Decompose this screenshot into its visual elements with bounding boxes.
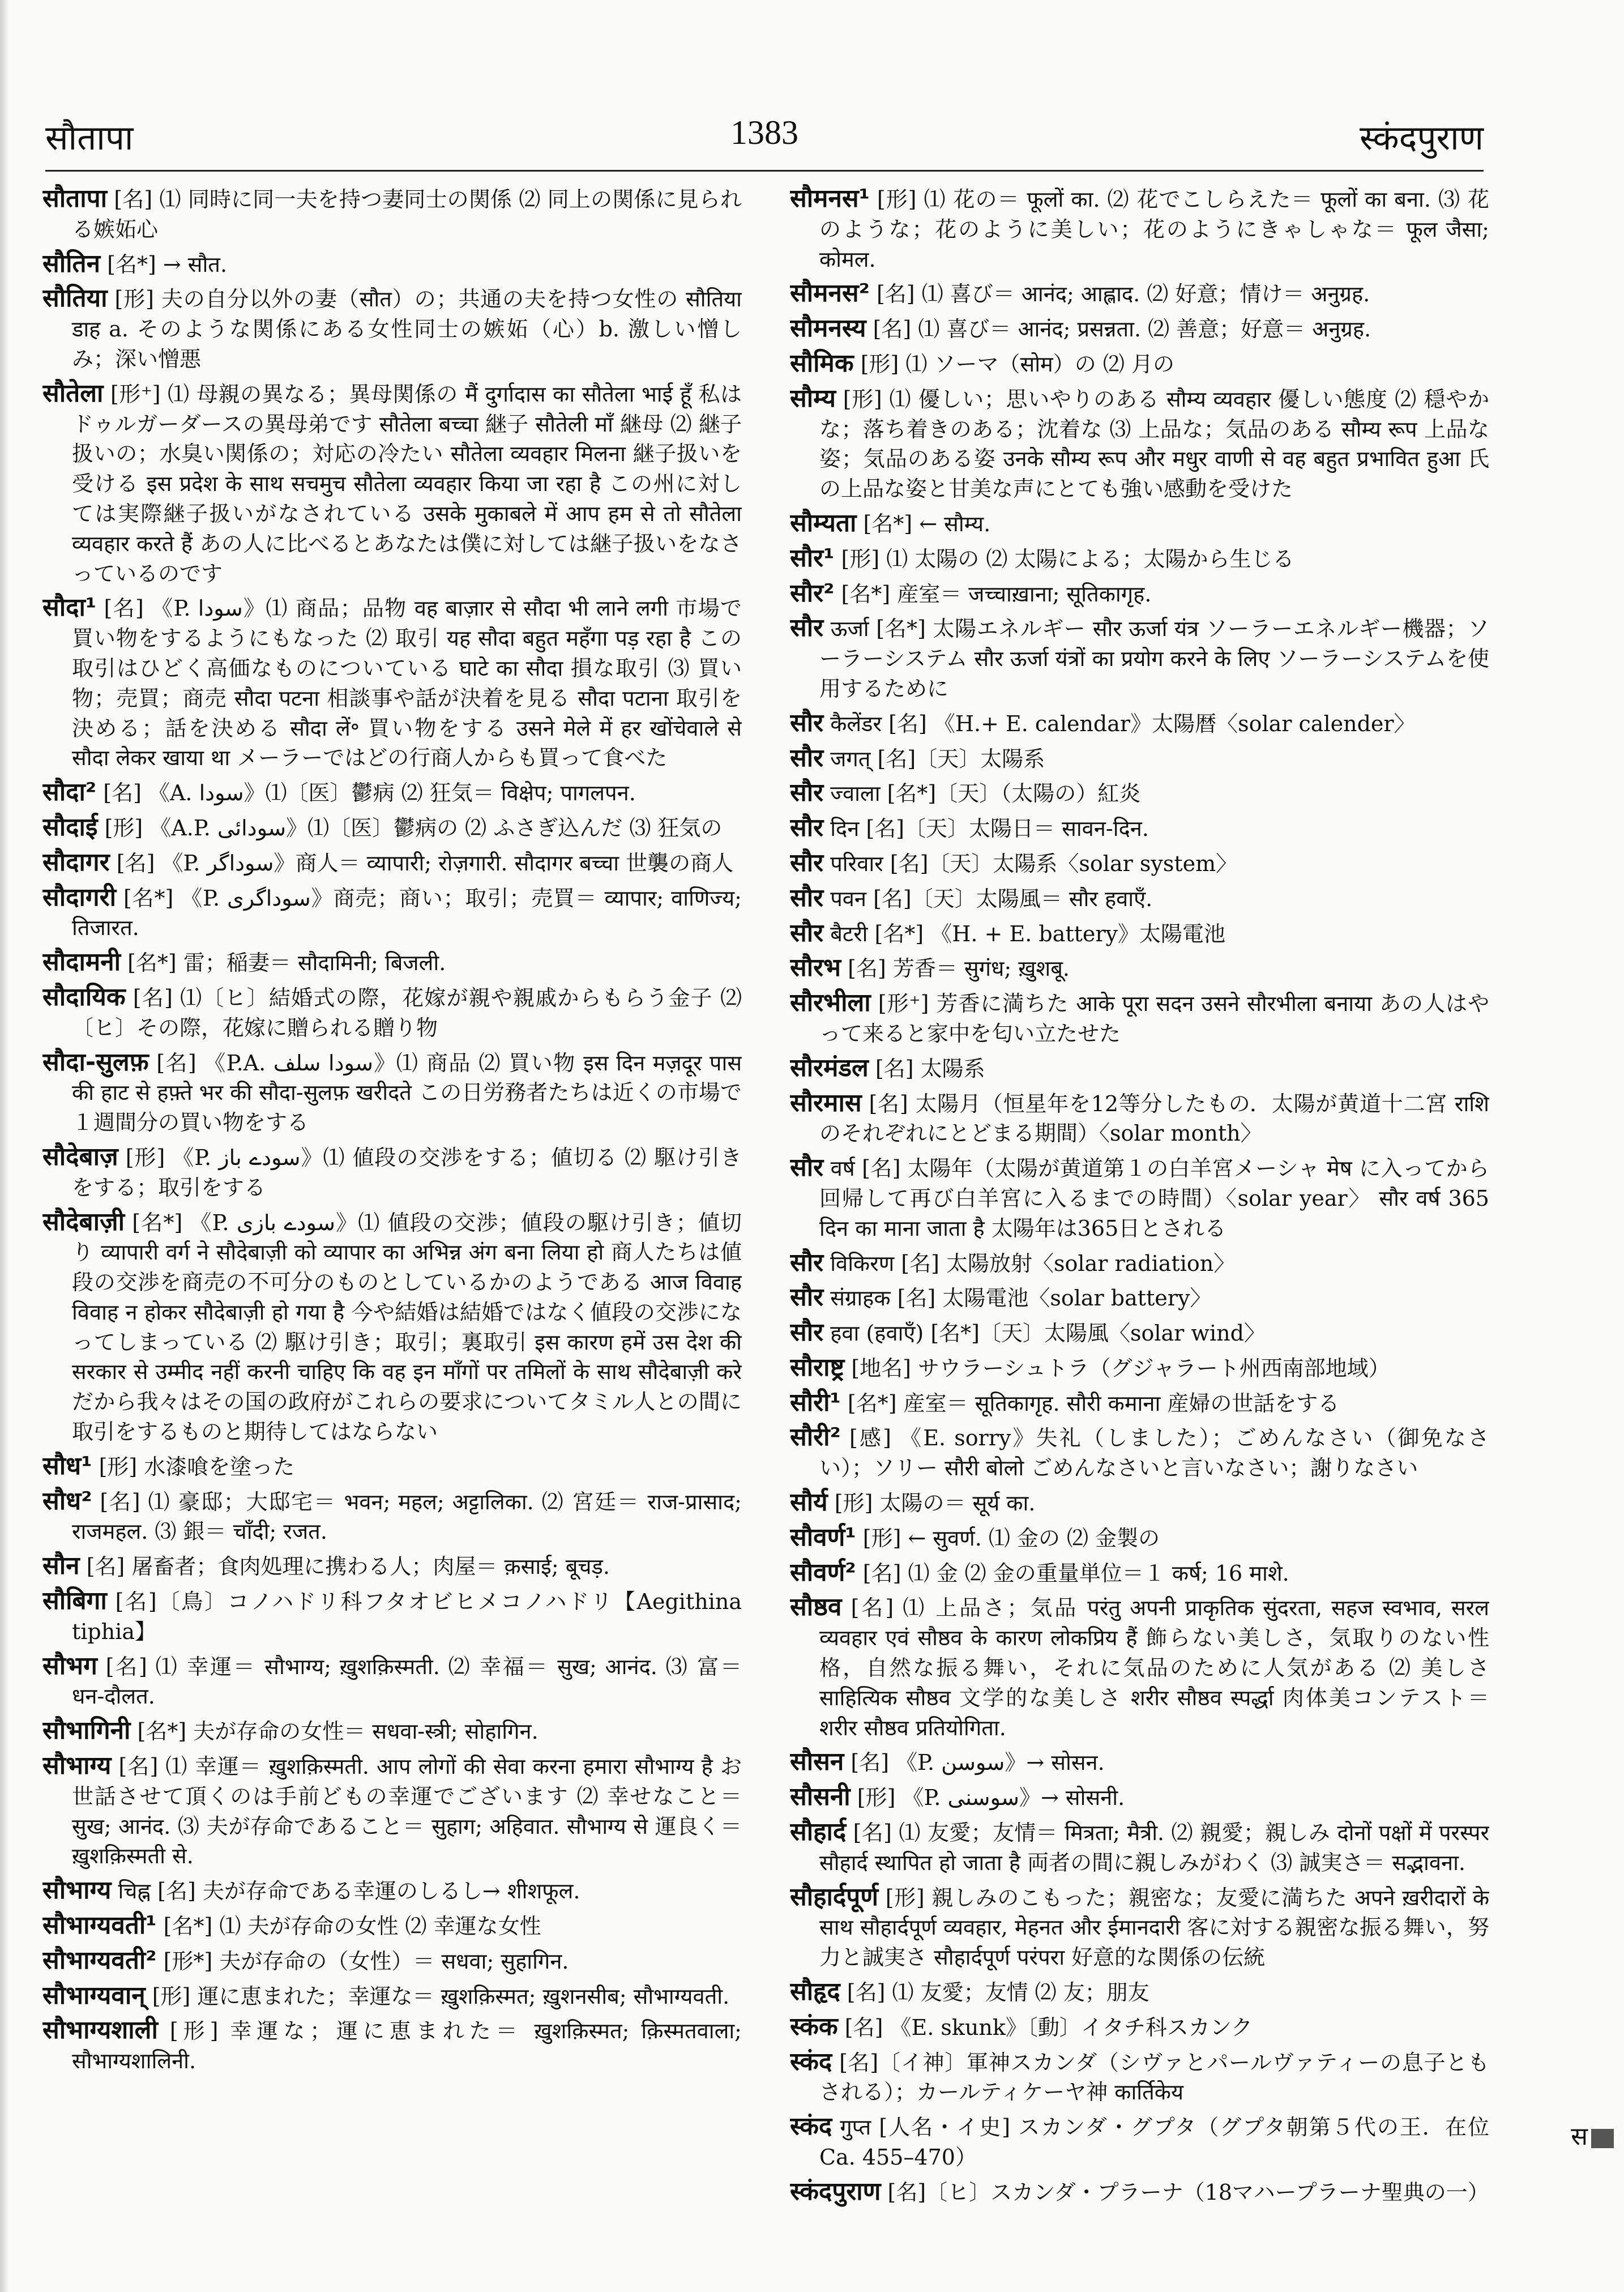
- entry-definition: [名] ⑴ 喜び＝ आनंद; आह्लाद. ⑵ 好意；情け＝ अनुग्रह.: [869, 281, 1370, 307]
- dictionary-entry: [790, 314, 1489, 344]
- entry-definition: [名] 《A. سودا》⑴〔医〕鬱病 ⑵ 狂気＝ विक्षेप; पागलपन.: [96, 780, 636, 806]
- dictionary-entry: [790, 813, 1489, 844]
- dictionary-entry: [42, 1911, 742, 1941]
- entry-headword: सौध²: [42, 1486, 92, 1516]
- entry-headword: सौतापा: [42, 184, 108, 213]
- entry-headword: सौवर्ण¹: [790, 1522, 856, 1552]
- entry-definition: [形] 水漆喰を塗った: [92, 1454, 295, 1479]
- dictionary-entry: [790, 1817, 1489, 1878]
- entry-definition: [名] 《P. سودا》⑴ 商品；品物 वह बाज़ार से सौदा भी लाने लगी 市場で買い物をするようにもなった ⑵ 取引 यह सौदा बहुत महँगा पड़ रहा है この取引はひどく高価なものについている घाटे का सौदा 損な取引 ⑶ 買い物；売買；商売 सौदा पटना 相談事や話が決着を見る सौदा पटाना 取引を決める；話を決める सौदा लें॰ 買い物をする उसने मेले में हर खोंचेवाले से सौदा लेकर खाया था メーラーではどの行商人からも買って食べた: [72, 596, 742, 771]
- dictionary-entry: [790, 579, 1489, 609]
- entry-definition: दिन [名]〔天〕太陽日＝ सावन-दिन.: [823, 816, 1149, 842]
- entry-headword: सौमनस²: [790, 279, 870, 308]
- dictionary-entry: [790, 708, 1489, 739]
- entry-definition: [名*] ← सौम्य.: [856, 511, 991, 536]
- dictionary-entry: [42, 1716, 742, 1747]
- entry-headword: सौबिगा: [42, 1586, 107, 1616]
- entry-definition: हवा (हवाएँ) [名*]〔天〕太陽風〈solar wind〉: [823, 1321, 1266, 1346]
- entry-headword: सौष्ठव: [790, 1593, 842, 1622]
- scan-edge-shadow: [0, 0, 9, 2292]
- entry-definition: ज्वाला [名*]〔天〕（太陽の）紅炎: [823, 781, 1141, 806]
- dictionary-entry: [790, 509, 1489, 539]
- entry-definition: [名] ⑴ 金 ⑵ 金の重量単位＝１ कर्ष; 16 माशे.: [856, 1560, 1289, 1586]
- entry-definition: [名] 屠畜者；食肉処理に携わる人；肉屋＝ क़साई; बूचड़.: [79, 1554, 610, 1580]
- entry-definition: [形] ⑴ 太陽の ⑵ 太陽による；太陽から生じる: [834, 546, 1294, 571]
- dictionary-entry: [790, 744, 1489, 774]
- header-rule: [45, 170, 1484, 172]
- entry-headword: सौम्य: [790, 383, 836, 413]
- entry-definition: [形*] 夫が存命の（女性）＝ सधवा; सुहागिन.: [156, 1948, 569, 1974]
- dictionary-entry: [790, 1248, 1489, 1279]
- entry-headword: सौर: [790, 848, 824, 877]
- dictionary-entry: [42, 813, 742, 843]
- entry-definition: जगत् [名]〔天〕太陽系: [823, 746, 1045, 771]
- entry-headword: स्कंदपुराण: [790, 2176, 881, 2206]
- entry-definition: ऊर्जा [名*] 太陽エネルギー सौर ऊर्जा यंत्र ソーラーエネルギー機器；ソーラーシステム सौर ऊर्जा यंत्रों का प्रयोग करने के लिए ソーラーシステムを使用するために: [819, 616, 1489, 701]
- entry-definition: वर्ष [名] 太陽年（太陽が黄道第１の白羊宮メーシャ मेष に入ってから回帰して再び白羊宮に入るまでの時間）〈solar year〉 सौर वर्ष 365 दिन का माना जाता है 太陽年は365日とされる: [819, 1156, 1489, 1241]
- page-number: 1383: [730, 114, 798, 151]
- entry-headword: सौदागरी: [42, 882, 117, 912]
- entry-definition: [名*] 《P. سوداگری》商売；商い；取引；売買＝ व्यापार; वाणिज्य; तिजारत.: [72, 885, 742, 941]
- entry-definition: [名] ⑴ 上品さ；気品 परंतु अपनी प्राकृतिक सुंदरता, सहज स्वभाव, सरल व्यवहार एवं सौष्ठव के कारण लोकप्रिय हैं 飾らない美しさ，気取りのない性格，自然な振る舞い，それに気品のために人気がある ⑵ 美しさ साहित्यिक सौष्ठव 文学的な美しさ शरीर सौष्ठव स्पर्द्धा 肉体美コンテスト＝ शरीर सौष्ठव प्रतियोगिता.: [819, 1595, 1489, 1740]
- entry-definition: कैलेंडर [名] 《H.+ E. calendar》太陽暦〈solar calender〉: [823, 711, 1416, 736]
- entry-headword: सौभग: [42, 1651, 97, 1680]
- dictionary-entry: [790, 1388, 1489, 1419]
- entry-definition: [形] ⑴ ソーマ（सोम）の ⑵ 月の: [853, 351, 1174, 377]
- entry-headword: सौवर्ण²: [790, 1557, 856, 1587]
- entry-headword: सौन: [42, 1551, 80, 1581]
- entry-headword: सौभाग्यवती²: [42, 1945, 157, 1975]
- entry-definition: [名] ⑴ 友愛；友情 ⑵ 友；朋友: [840, 1980, 1149, 2005]
- section-thumb-index: [1571, 2118, 1614, 2152]
- entry-definition: [名] ⑴ 友愛；友情＝ मित्रता; मैत्री. ⑵ 親愛；親しみ दोनों पक्षों में परस्पर सौहार्द स्थापित हो जाता है 両者の間に親しみがわく ⑶ 誠実さ＝ सद्भावना.: [819, 1820, 1489, 1875]
- dictionary-entry: [790, 1053, 1489, 1084]
- entry-definition: [名*] 産室＝ सूतिकागृह. सौरी कमाना 産婦の世話をする: [840, 1390, 1340, 1416]
- entry-headword: सौभाग्यवती¹: [42, 1911, 157, 1940]
- entry-definition: [形] 運に恵まれた；幸運な＝ ख़ुशक़िस्मत; ख़ुशनसीब; सौभाग्यवती.: [145, 1983, 730, 2009]
- entry-headword: सौतिन: [42, 249, 101, 278]
- entry-headword: सौहार्द: [790, 1817, 847, 1847]
- entry-headword: सौर: [790, 1248, 824, 1277]
- dictionary-entry: [790, 1089, 1489, 1149]
- dictionary-entry: [790, 2112, 1489, 2173]
- dictionary-entry: [790, 349, 1489, 379]
- entry-definition: विकिरण [名] 太陽放射〈solar radiation〉: [823, 1250, 1236, 1276]
- entry-headword: सौरी²: [790, 1423, 841, 1452]
- entry-headword: स्कंक: [790, 2012, 838, 2041]
- entry-definition: [形] 《A.P. سودائی》⑴〔医〕鬱病の ⑵ ふさぎ込んだ ⑶ 狂気の: [97, 815, 723, 840]
- entry-headword: सौर: [790, 708, 824, 737]
- entry-headword: सौभाग्यशाली: [42, 2016, 158, 2045]
- dictionary-entry: [790, 544, 1489, 574]
- entry-headword: सौसन: [790, 1747, 844, 1777]
- entry-definition: [形] 幸運な；運に恵まれた＝ ख़ुशक़िस्मत; क़िस्मतवाला; सौभाग्यशालिनी.: [72, 2018, 742, 2074]
- entry-headword: सौभागिनी: [42, 1716, 131, 1745]
- dictionary-entry: [42, 1452, 742, 1482]
- dictionary-entry: [790, 2177, 1489, 2208]
- entry-headword: सौर: [790, 813, 824, 843]
- dictionary-entry: [790, 1153, 1489, 1243]
- entry-headword: सौदामनी: [42, 947, 121, 977]
- entry-headword: सौमनस्य: [790, 314, 866, 343]
- entry-definition: [名] ⑴ 同時に同一夫を持つ妻同士の関係 ⑵ 同上の関係に見られる嫉妬心: [72, 187, 742, 242]
- entry-definition: [名*] 夫が存命の女性＝ सधवा-स्त्री; सोहागिन.: [130, 1719, 539, 1744]
- dictionary-entry: [42, 1751, 742, 1871]
- entry-definition: [名]〔ヒ〕スカンダ・プラーナ（18マハープラーナ聖典の一）: [881, 2179, 1489, 2205]
- entry-headword: सौहृद: [790, 1977, 840, 2007]
- dictionary-entry: [42, 1876, 742, 1906]
- dictionary-entry: [42, 778, 742, 808]
- dictionary-entry: [42, 1586, 742, 1647]
- dictionary-entry: [790, 1523, 1489, 1553]
- dictionary-entry: [790, 953, 1489, 984]
- entry-definition: [名] 《P. سوسن》→ सोसन.: [844, 1750, 1105, 1775]
- entry-definition: [形] ← सुवर्ण. ⑴ 金の ⑵ 金製の: [856, 1525, 1160, 1551]
- entry-headword: सौहार्दपूर्ण: [790, 1882, 879, 1911]
- entry-headword: स्कंद: [790, 2047, 832, 2076]
- entry-headword: सौर: [790, 1153, 824, 1183]
- entry-definition: [形] ⑴ 花の＝ फूलों का. ⑵ 花でこしらえた＝ फूलों का बना. ⑶ 花のような；花のように美しい；花のようにきゃしゃな＝ फूल जैसा; कोमल.: [819, 187, 1489, 272]
- entry-definition: गुप्त [人名・イ史] スカンダ・グプタ（グプタ朝第５代の王．在位 Ca. 455–470）: [819, 2115, 1489, 2170]
- entry-definition: [名] ⑴ 豪邸；大邸宅＝ भवन; महल; अट्टालिका. ⑵ 宮廷＝ राज-प्रासाद; राजमहल. ⑶ 銀＝ चाँदी; रजत.: [72, 1489, 742, 1544]
- dictionary-entry: [42, 947, 742, 978]
- left-column: [42, 184, 742, 2081]
- entry-headword: सौमिक: [790, 348, 854, 378]
- dictionary-entry: [42, 1651, 742, 1712]
- entry-headword: सौर: [790, 883, 824, 912]
- entry-definition: [名] ⑴ 幸運＝ ख़ुशक़िस्मती. आप लोगों की सेवा करना हमारा सौभाग्य है お世話させて頂くのは手前どもの幸運でございます ⑵ 幸せなこと＝ सुख; आनंद. ⑶ 夫が存命であること＝ सुहाग; अहिवात. सौभाग्य से 運良く＝ ख़ुशक़िस्मती से.: [72, 1754, 742, 1869]
- entry-definition: चिह्न [名] 夫が存命である幸運のしるし→ शीशफूल.: [111, 1879, 580, 1904]
- entry-headword: सौदायिक: [42, 982, 126, 1011]
- entry-headword: सौदागर: [42, 847, 110, 877]
- entry-headword: सौदाई: [42, 812, 98, 842]
- entry-headword: सौध¹: [42, 1451, 92, 1480]
- dictionary-entry: [790, 883, 1489, 914]
- dictionary-entry: [42, 379, 742, 589]
- dictionary-entry: [790, 184, 1489, 274]
- dictionary-entry: [790, 1318, 1489, 1348]
- entry-definition: [形] 《P. سوسنی》→ सोसनी.: [850, 1785, 1125, 1811]
- dictionary-entry: [42, 1207, 742, 1447]
- dictionary-entry: [790, 1747, 1489, 1778]
- entry-definition: बैटरी [名*] 《H. + E. battery》太陽電池: [823, 921, 1226, 946]
- dictionary-entry: [790, 778, 1489, 809]
- entry-definition: [地名] サウラーシュトラ（グジャラート州西南部地域）: [844, 1355, 1390, 1381]
- entry-headword: सौतेला: [42, 378, 104, 408]
- dictionary-entry: [790, 1488, 1489, 1518]
- entry-definition: [名] 芳香＝ सुगंध; ख़ुशबू.: [841, 956, 1070, 981]
- dictionary-entry: [42, 184, 742, 245]
- entry-definition: [名*] → सौत.: [100, 251, 228, 277]
- entry-definition: [名*] 《P. سودے بازی》⑴ 値段の交渉；値段の駆け引き；値切り व्यापारी वर्ग ने सौदेबाज़ी को व्यापार का अभिन्न अंग बना लिया हो 商人たちは値段の交渉を商売の不可分のものとしているかのようである आज विवाह विवाह न होकर सौदेबाज़ी हो गया है 今や結婚は結婚ではなく値段の交渉になってしまっている ⑵ 駆け引き；取引；裏取引 इस कारण हमें उस देश की सरकार से उम्मीद नहीं करनी चाहिए कि वह इन माँगों पर तमिलों के साथ सौदेबाज़ी करे だから我々はその国の政府がこれらの要求についてタミル人との間に取引をするものと期待してはならない: [72, 1210, 742, 1445]
- entry-definition: [名] 《P. سوداگر》商人＝ व्यापारी; रोज़गारी. सौदागर बच्चा 世襲の商人: [109, 850, 734, 876]
- entry-headword: सौदेबाज़: [42, 1142, 118, 1171]
- dictionary-entry: [42, 284, 742, 374]
- entry-headword: सौसनी: [790, 1782, 851, 1812]
- entry-definition: संग्राहक [名] 太陽電池〈solar battery〉: [823, 1286, 1212, 1311]
- entry-definition: [形] 親しみのこもった；親密な；友愛に満ちた अपने ख़रीदारों के साथ सौहार्दपूर्ण व्यवहार, मेहनत और ईमानदारी 客に対する親密な振る舞い，努力と誠実さ सौहार्दपूर्ण परंपरा 好意的な関係の伝統: [819, 1885, 1489, 1970]
- dictionary-entry: [790, 1283, 1489, 1313]
- entry-definition: [名*] ⑴ 夫が存命の女性 ⑵ 幸運な女性: [156, 1914, 541, 1939]
- dictionary-entry: [790, 919, 1489, 949]
- entry-headword: सौर: [790, 743, 824, 772]
- dictionary-entry: [790, 2047, 1489, 2108]
- dictionary-entry: [790, 1593, 1489, 1743]
- entry-headword: सौरी¹: [790, 1388, 841, 1417]
- entry-definition: [名*] 雷；稲妻＝ सौदामिनी; बिजली.: [121, 950, 446, 976]
- entry-headword: सौर²: [790, 578, 835, 608]
- dictionary-entry: [42, 249, 742, 280]
- entry-headword: सौर: [790, 778, 824, 808]
- entry-headword: सौरभ: [790, 953, 841, 983]
- dictionary-entry: [42, 1946, 742, 1977]
- dictionary-entry: [42, 2016, 742, 2076]
- entry-headword: सौभाग्य: [42, 1751, 112, 1781]
- entry-headword: सौभाग्यवान्: [42, 1981, 146, 2010]
- entry-headword: सौदा²: [42, 778, 97, 807]
- entry-headword: सौदेबाज़ी: [42, 1207, 125, 1236]
- entry-headword: सौदा-सुलफ़: [42, 1047, 149, 1077]
- entry-headword: सौर: [790, 1318, 824, 1347]
- dictionary-entry: [790, 1558, 1489, 1589]
- dictionary-entry: [790, 613, 1489, 703]
- entry-definition: [形⁺] ⑴ 母親の異なる；異母関係の मैं दुर्गादास का सौतेला भाई हूँ 私はドゥルガーダースの異母弟です सौतेला बच्चा 継子 सौतेली माँ 継母 ⑵ 継子扱いの；水臭い関係の；対応の冷たい सौतेला व्यवहार मिलना 継子扱いを受ける इस प्रदेश के साथ सचमुच सौतेला व्यवहार किया जा रहा है この州に対しては実際継子扱いがなされている उसके मुकाबले में आप हम से तो सौतेला व्यवहार करते हैं あの人に比べるとあなたは僕に対しては継子扱いをなさっているのです: [72, 381, 742, 586]
- entry-headword: सौर: [790, 613, 824, 643]
- dictionary-entry: [790, 2012, 1489, 2043]
- entry-headword: सौर: [790, 1283, 824, 1312]
- entry-definition: परिवार [名]〔天〕太陽系〈solar system〉: [823, 851, 1238, 876]
- entry-definition: [名] 太陽系: [868, 1056, 985, 1081]
- dictionary-entry: [42, 1551, 742, 1582]
- dictionary-entry: [42, 1487, 742, 1547]
- page-header: [45, 113, 1484, 164]
- dictionary-entry: [42, 983, 742, 1043]
- dictionary-entry: [42, 593, 742, 773]
- entry-headword: सौर¹: [790, 543, 835, 573]
- dictionary-entry: [42, 1048, 742, 1138]
- entry-headword: सौभाग्य: [42, 1876, 112, 1905]
- entry-definition: [名] 《P.A. سودا سلف》⑴ 商品 ⑵ 買い物 इस दिन मज़दूर पास की हाट से हफ़्ते भर की सौदा-सुलफ़ खरीदते この日労務者たちは近くの市場で１週間分の買い物をする: [72, 1050, 742, 1136]
- entry-definition: [形⁺] 芳香に満ちた आके पूरा सदन उसने सौरभीला बनाया あの人はやって来ると家中を匂い立たせた: [819, 991, 1489, 1046]
- entry-definition: [形] 太陽の＝ सूर्य का.: [827, 1491, 1036, 1516]
- entry-definition: [名]〔鳥〕コノハドリ科フタオビヒメコノハドリ【Aegithina tiphia】: [72, 1589, 742, 1644]
- entry-definition: [名] 太陽月（恒星年を12等分したもの．太陽が黄道十二宮 राशि のそれぞれにとどまる期間）〈solar month〉: [819, 1091, 1489, 1146]
- dictionary-entry: [42, 883, 742, 944]
- entry-definition: [形] 《P. سودے باز》⑴ 値段の交渉をする；値切る ⑵ 駆け引きをする；取引をする: [72, 1145, 742, 1200]
- dictionary-entry: [790, 1977, 1489, 2008]
- entry-headword: स्कंद: [790, 2112, 832, 2141]
- dictionary-entry: [790, 384, 1489, 504]
- entry-headword: सौर: [790, 918, 824, 947]
- entry-headword: सौरमंडल: [790, 1053, 869, 1082]
- entry-headword: सौराष्ट्र: [790, 1352, 845, 1382]
- dictionary-entry: [42, 1142, 742, 1203]
- section-letter: स: [1571, 2122, 1588, 2151]
- dictionary-entry: [790, 1423, 1489, 1483]
- entry-headword: सौम्यता: [790, 508, 857, 537]
- entry-definition: [名] ⑴ 喜び＝ आनंद; प्रसन्नता. ⑵ 善意；好意＝ अनुग्रह.: [866, 317, 1371, 342]
- dictionary-entry: [790, 1883, 1489, 1973]
- dictionary-entry: [42, 848, 742, 878]
- dictionary-entry: [790, 1782, 1489, 1813]
- entry-headword: सौदा¹: [42, 593, 97, 622]
- header-last-entry: स्कंदपुराण: [1360, 118, 1484, 158]
- entry-definition: [形] ⑴ 優しい；思いやりのある सौम्य व्यवहार 優しい態度 ⑵ 穏やかな；落ち着きのある；沈着な ⑶ 上品な；気品のある सौम्य रूप 上品な姿；気品のある姿 उनके सौम्य रूप और मधुर वाणी से वह बहुत प्रभावित हुआ 氏の上品な姿と甘美な声にとても強い感動を受けた: [819, 386, 1489, 502]
- entry-headword: सौरभीला: [790, 988, 871, 1018]
- dictionary-entry: [790, 1353, 1489, 1384]
- entry-headword: सौमनस¹: [790, 184, 870, 213]
- entry-headword: सौरमास: [790, 1088, 862, 1117]
- entry-headword: सौर्य: [790, 1488, 828, 1517]
- header-first-entry: सौतापा: [45, 118, 134, 158]
- entry-definition: [名] ⑴〔ヒ〕結婚式の際，花嫁が親や親戚からもらう金子 ⑵〔ヒ〕その際，花嫁に贈られる贈り物: [72, 985, 742, 1040]
- thumb-index-marker: [1591, 2129, 1614, 2148]
- right-column: [790, 184, 1489, 2212]
- dictionary-entry: [790, 988, 1489, 1049]
- dictionary-entry: [790, 279, 1489, 309]
- entry-definition: [名]〔イ神〕軍神スカンダ（シヴァとパールヴァティーの息子ともされる）；カールティケーヤ神 कार्तिकेय: [819, 2050, 1489, 2105]
- entry-definition: [名] ⑴ 幸運＝ सौभाग्य; ख़ुशक़िस्मती. ⑵ 幸福＝ सुख; आनंद. ⑶ 富＝ धन-दौलत.: [72, 1654, 742, 1709]
- entry-definition: पवन [名]〔天〕太陽風＝ सौर हवाएँ.: [823, 886, 1153, 911]
- entry-definition: [名] 《E. skunk》〔動〕イタチ科スカンク: [837, 2014, 1253, 2040]
- entry-definition: [名*] 産室＝ जच्चाख़ाना; सूतिकागृह.: [834, 581, 1152, 607]
- entry-definition: [感] 《E. sorry》失礼（しました）；ごめんなさい（御免なさい）；ソリー सौरी बोलो ごめんなさいと言いなさい；謝りなさい: [819, 1425, 1489, 1481]
- entry-definition: [形] 夫の自分以外の妻（सौत）の；共通の夫を持つ女性の सौतिया डाह a. そのような関係にある女性同士の嫉妬（心）b. 激しい憎しみ；深い憎悪: [72, 287, 742, 372]
- entry-headword: सौतिया: [42, 284, 108, 313]
- dictionary-entry: [790, 848, 1489, 879]
- dictionary-entry: [42, 1981, 742, 2012]
